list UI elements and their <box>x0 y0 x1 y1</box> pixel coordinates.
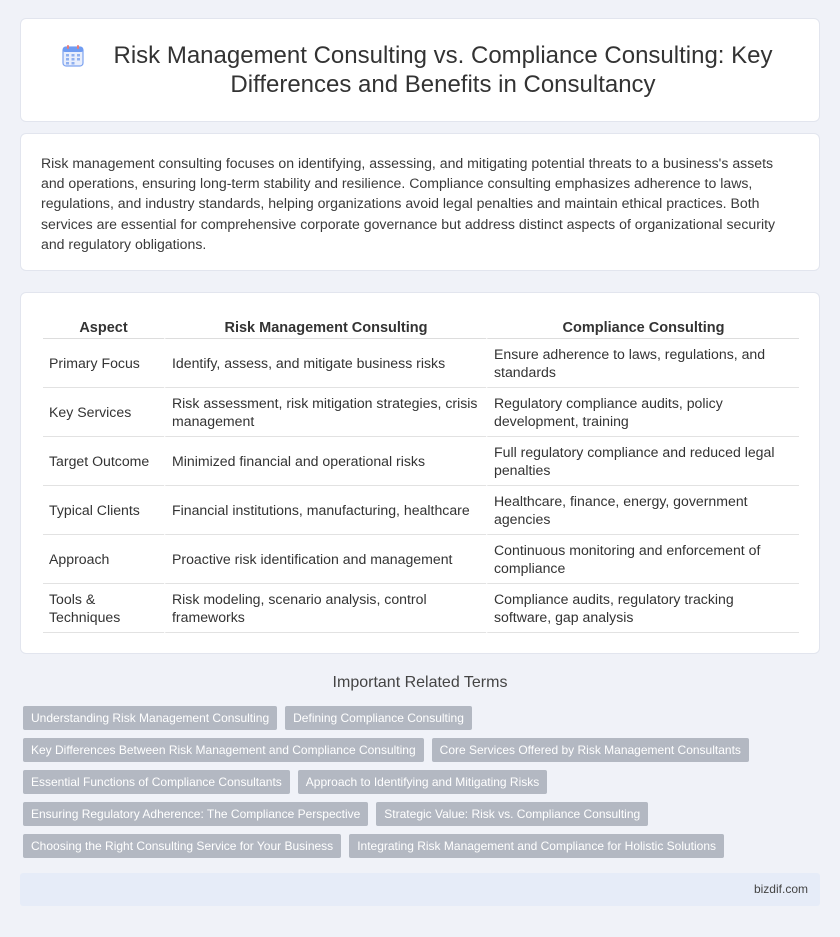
intro-paragraph: Risk management consulting focuses on identifying, assessing, and mitigating potential threats to a business's assets and operations, ensuring long-term stability and resilience. Compliance consulting emphasizes adherence to laws, regulations, and industry standards, helping organizations avoid legal penalties and maintain ethical practices. Both services are essential for comprehensive corporate governance but address distinct aspects of organizational security and regulatory obligations. <box>41 155 776 252</box>
compliance-cell: Continuous monitoring and enforcement of compliance <box>486 535 799 584</box>
comparison-table <box>43 315 799 633</box>
risk-cell: Risk assessment, risk mitigation strategies, crisis management <box>164 388 486 437</box>
aspect-cell: Primary Focus <box>43 339 164 388</box>
table-row <box>43 339 799 388</box>
risk-cell: Proactive risk identification and management <box>164 535 486 584</box>
tag-row <box>23 834 823 858</box>
header-risk-management: Risk Management Consulting <box>164 315 486 339</box>
tag-row <box>23 770 823 794</box>
page-title: Risk Management Consulting vs. Compliance Consulting: Key Differences and Benefits in Consultancy <box>113 42 773 98</box>
related-term-tag[interactable]: Choosing the Right Consulting Service for Your Business <box>23 834 341 858</box>
related-term-tag[interactable]: Core Services Offered by Risk Management Consultants <box>432 738 749 762</box>
risk-cell: Minimized financial and operational risks <box>164 437 486 486</box>
intro-card <box>20 133 820 271</box>
compliance-cell: Ensure adherence to laws, regulations, and standards <box>486 339 799 388</box>
header-aspect: Aspect <box>43 315 164 339</box>
related-term-tag[interactable]: Integrating Risk Management and Compliance for Holistic Solutions <box>349 834 724 858</box>
tag-row <box>23 738 823 762</box>
related-term-tag[interactable]: Approach to Identifying and Mitigating Risks <box>298 770 547 794</box>
related-terms-list <box>23 706 823 866</box>
related-term-tag[interactable]: Essential Functions of Compliance Consultants <box>23 770 290 794</box>
aspect-cell: Tools & Techniques <box>43 584 164 633</box>
related-term-tag[interactable]: Strategic Value: Risk vs. Compliance Consulting <box>376 802 648 826</box>
aspect-cell: Typical Clients <box>43 486 164 535</box>
comparison-card <box>20 292 820 654</box>
footer <box>20 873 820 906</box>
compliance-cell: Compliance audits, regulatory tracking software, gap analysis <box>486 584 799 633</box>
risk-cell: Financial institutions, manufacturing, healthcare <box>164 486 486 535</box>
table-row <box>43 388 799 437</box>
header-compliance: Compliance Consulting <box>486 315 799 339</box>
table-row <box>43 535 799 584</box>
related-term-tag[interactable]: Defining Compliance Consulting <box>285 706 472 730</box>
compliance-cell: Full regulatory compliance and reduced legal penalties <box>486 437 799 486</box>
risk-cell: Identify, assess, and mitigate business risks <box>164 339 486 388</box>
related-terms-heading: Important Related Terms <box>332 674 508 691</box>
footer-site-link[interactable]: bizdif.com <box>753 882 808 896</box>
compliance-cell: Regulatory compliance audits, policy development, training <box>486 388 799 437</box>
table-row <box>43 584 799 633</box>
aspect-cell: Key Services <box>43 388 164 437</box>
title-card <box>20 18 820 122</box>
table-row <box>43 486 799 535</box>
calendar-icon <box>61 44 85 68</box>
risk-cell: Risk modeling, scenario analysis, control frameworks <box>164 584 486 633</box>
related-term-tag[interactable]: Key Differences Between Risk Management and Compliance Consulting <box>23 738 424 762</box>
related-term-tag[interactable]: Ensuring Regulatory Adherence: The Compliance Perspective <box>23 802 368 826</box>
aspect-cell: Approach <box>43 535 164 584</box>
table-header-row <box>43 315 799 339</box>
tag-row <box>23 802 823 826</box>
aspect-cell: Target Outcome <box>43 437 164 486</box>
related-term-tag[interactable]: Understanding Risk Management Consulting <box>23 706 277 730</box>
compliance-cell: Healthcare, finance, energy, government agencies <box>486 486 799 535</box>
tag-row <box>23 706 823 730</box>
table-row <box>43 437 799 486</box>
